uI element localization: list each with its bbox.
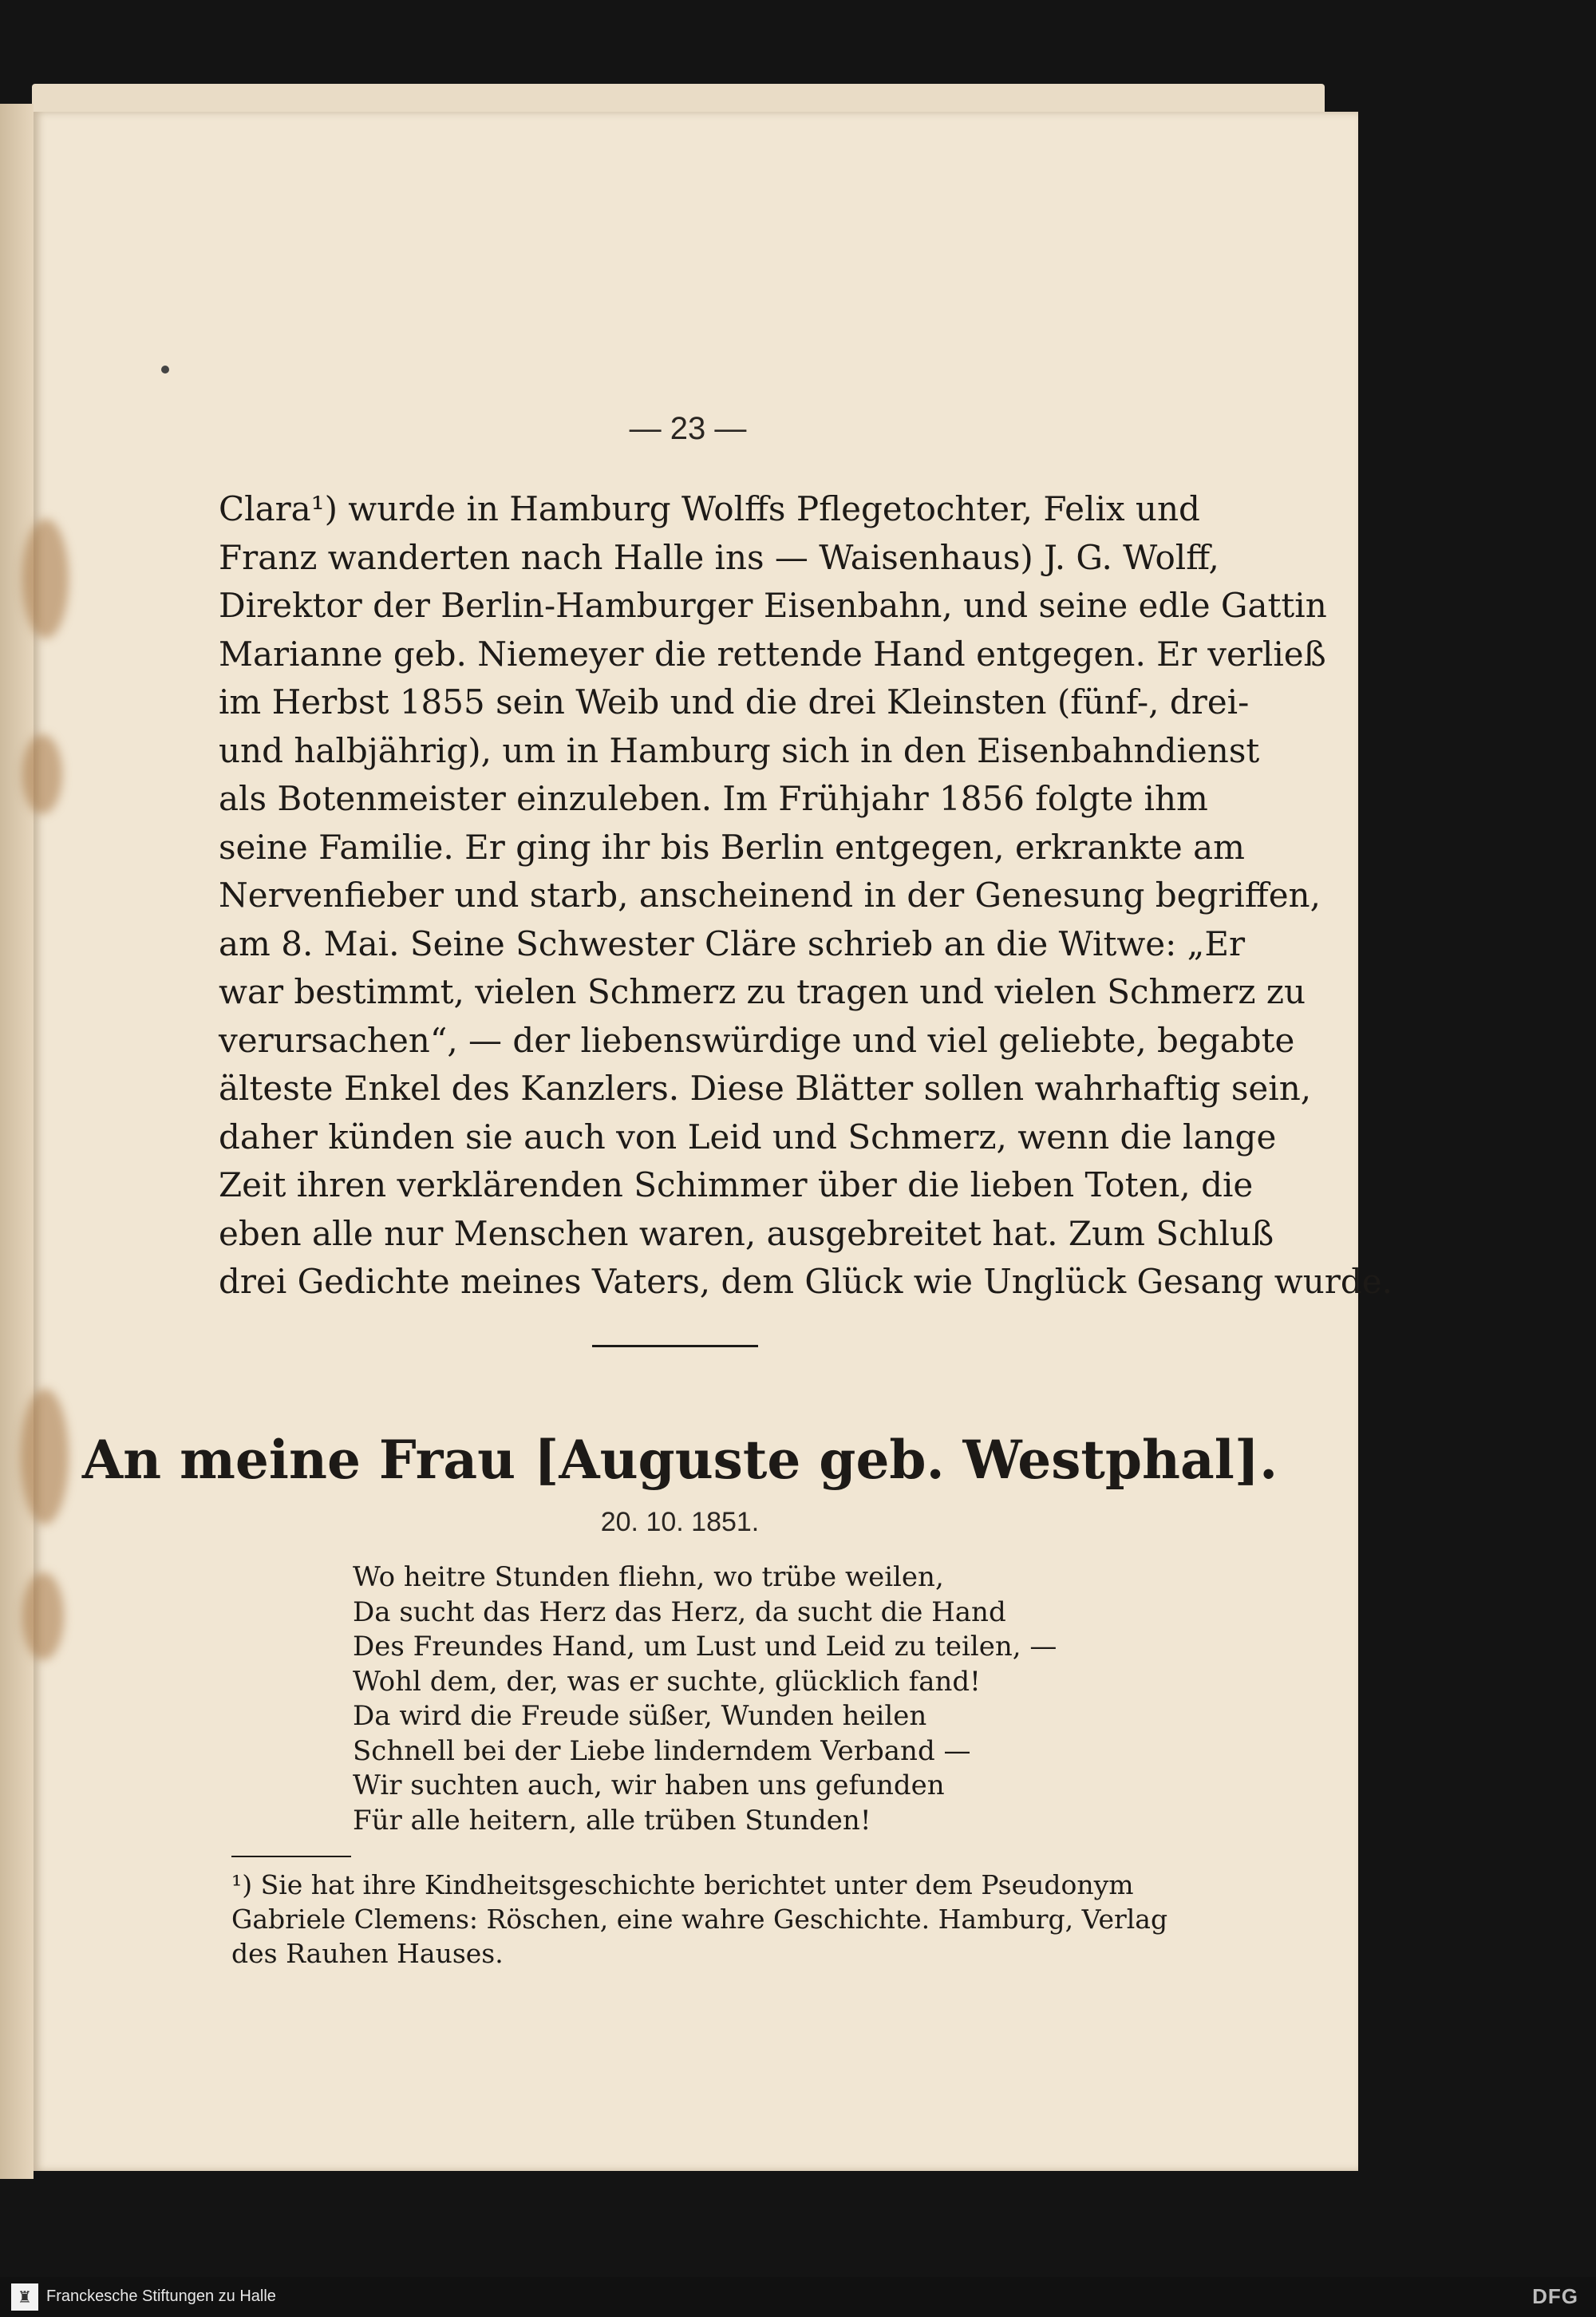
foxing-stain (22, 519, 69, 639)
body-line: Nervenfieber und starb, anscheinend in der Genesung begriffen, (219, 876, 1321, 915)
poem-stanza (353, 1560, 1071, 1838)
dfg-logo: DFG (1532, 2284, 1578, 2308)
body-line: im Herbst 1855 sein Weib und die drei Kleinsten (fünf-, drei- (219, 682, 1250, 722)
footnote (231, 1868, 1168, 1971)
body-line: Direktor der Berlin-Hamburger Eisenbahn, und seine edle Gattin (219, 586, 1327, 625)
body-line: Marianne geb. Niemeyer die rettende Hand entgegen. Er verließ (219, 634, 1326, 674)
institution-logo-icon[interactable]: ♜ (11, 2283, 38, 2311)
body-line: seine Familie. Er ging ihr bis Berlin entgegen, erkrankte am (219, 827, 1245, 867)
body-line: älteste Enkel des Kanzlers. Diese Blätter sollen wahrhaftig sein, (219, 1069, 1312, 1108)
body-line: am 8. Mai. Seine Schwester Cläre schrieb an die Witwe: „Er (219, 923, 1246, 963)
footnote-line: des Rauhen Hauses. (231, 1938, 504, 1969)
foxing-stain (22, 734, 62, 814)
poem-line: Für alle heitern, alle trüben Stunden! (353, 1804, 871, 1837)
body-line: Clara¹) wurde in Hamburg Wolffs Pflegetochter, Felix und (219, 489, 1200, 528)
foxing-stain (22, 1572, 64, 1660)
footnote-line: ¹) Sie hat ihre Kindheitsgeschichte berichtet unter dem Pseudonym (231, 1869, 1134, 1900)
body-line: verursachen“, — der liebenswürdige und viel geliebte, begabte (219, 1020, 1295, 1060)
institution-name: Franckesche Stiftungen zu Halle (46, 2287, 276, 2305)
body-line: war bestimmt, vielen Schmerz zu tragen und vielen Schmerz zu (219, 972, 1306, 1011)
page-number: — 23 — (629, 411, 747, 446)
poem-line: Wo heitre Stunden fliehn, wo trübe weilen, (353, 1561, 944, 1593)
footnote-line: Gabriele Clemens: Röschen, eine wahre Geschichte. Hamburg, Verlag (231, 1904, 1168, 1935)
ink-dot (161, 366, 169, 374)
body-line: eben alle nur Menschen waren, ausgebreitet hat. Zum Schluß (219, 1213, 1274, 1253)
body-paragraph (219, 485, 1393, 1307)
book-page (34, 112, 1393, 2171)
poem-date: 20. 10. 1851. (600, 1507, 760, 1537)
body-line: daher künden sie auch von Leid und Schmerz, wenn die lange (219, 1117, 1277, 1157)
section-divider (592, 1345, 758, 1347)
poem-line: Wohl dem, der, was er suchte, glücklich fand! (353, 1665, 981, 1698)
footnote-divider (231, 1856, 351, 1857)
poem-title: An meine Frau [Auguste geb. Westphal]. (81, 1429, 1278, 1491)
poem-line: Des Freundes Hand, um Lust und Leid zu teilen, — (353, 1631, 1057, 1663)
poem-line: Da sucht das Herz das Herz, da sucht die Hand (353, 1595, 1006, 1628)
poem-line: Da wird die Freude süßer, Wunden heilen (353, 1700, 927, 1732)
facing-page-edge (0, 104, 34, 2179)
body-line: und halbjährig), um in Hamburg sich in den Eisenbahndienst (219, 730, 1260, 770)
viewer-footer-bar (0, 2277, 1596, 2317)
body-line: Zeit ihren verklärenden Schimmer über die lieben Toten, die (219, 1165, 1254, 1204)
body-line: als Botenmeister einzuleben. Im Frühjahr 1856 folgte ihm (219, 779, 1208, 818)
body-line: drei Gedichte meines Vaters, dem Glück wie Unglück Gesang wurde. (219, 1262, 1393, 1301)
poem-line: Wir suchten auch, wir haben uns gefunden (353, 1769, 945, 1801)
poem-line: Schnell bei der Liebe linderndem Verband — (353, 1734, 971, 1767)
body-line: Franz wanderten nach Halle ins — Waisenhaus) J. G. Wolff, (219, 537, 1219, 577)
